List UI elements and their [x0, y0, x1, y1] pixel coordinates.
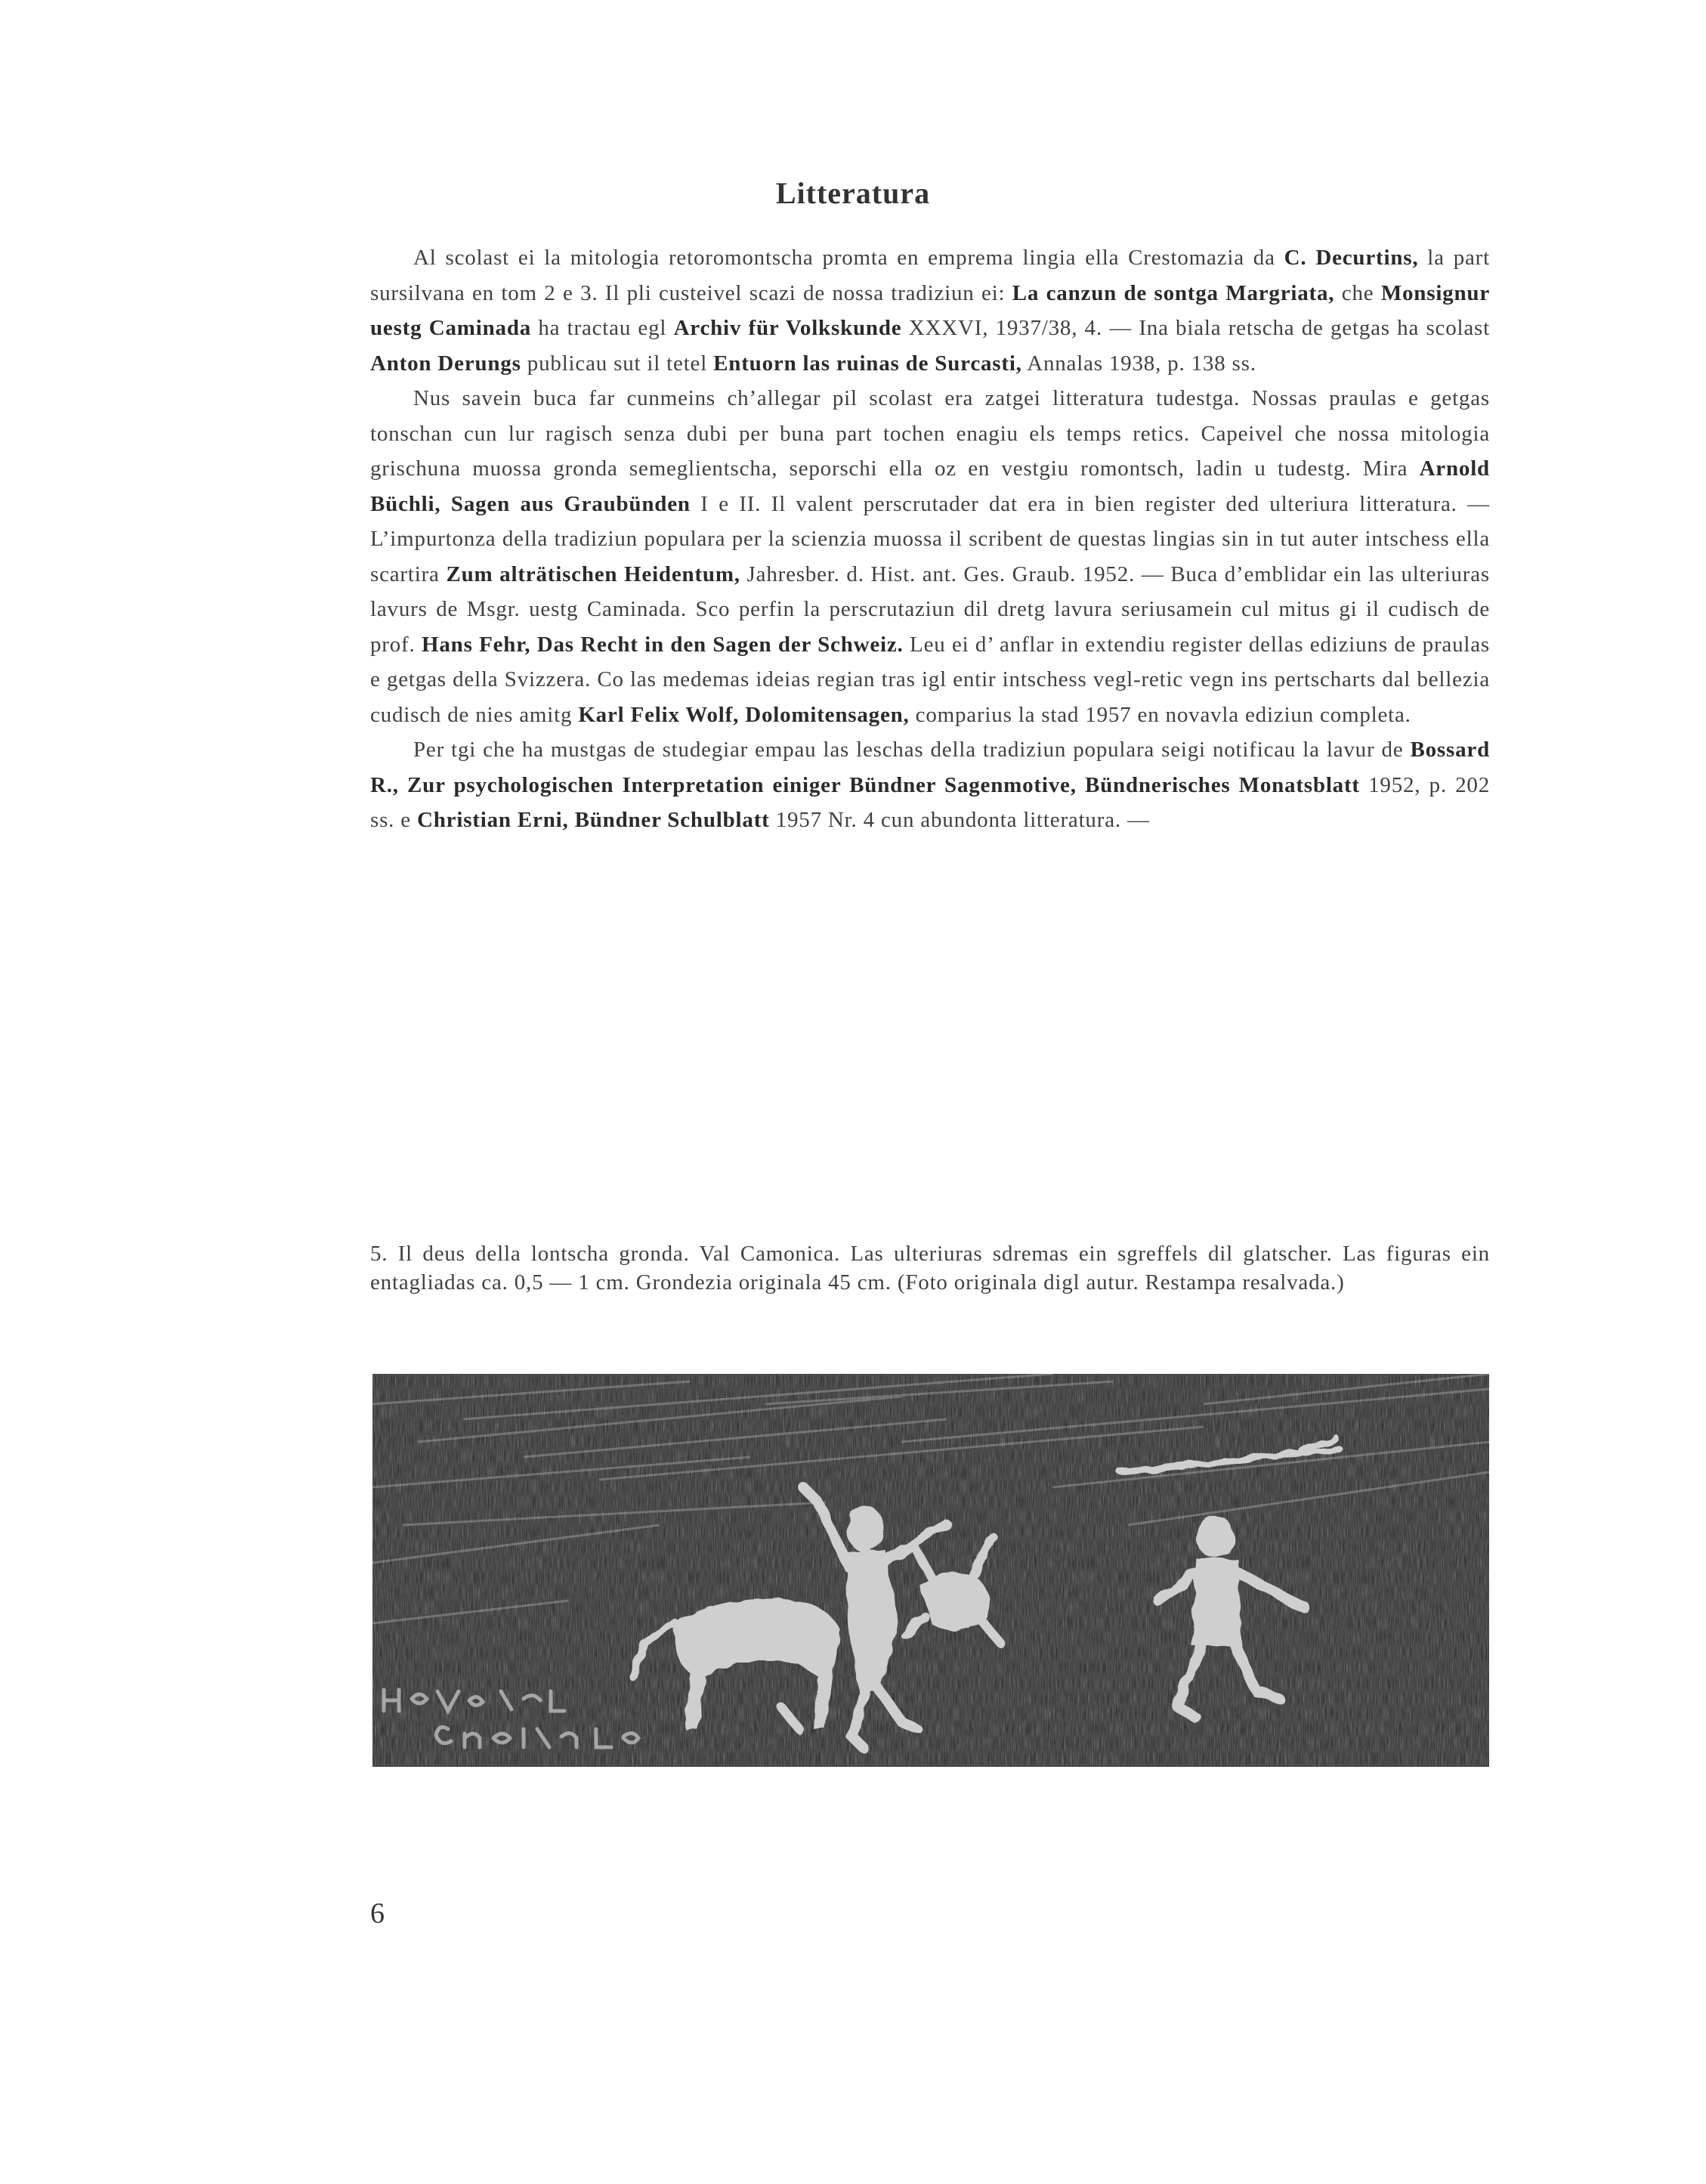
bold-reference: Monsignur uestg Caminada: [370, 280, 1490, 340]
bold-reference: Zum alträtischen Heidentum,: [446, 561, 740, 586]
text-run: 1957 Nr. 4 cun abundonta litteratura. —: [769, 808, 1150, 832]
text-run: publicau sut il tetel: [521, 351, 714, 376]
text-run: Jahresber. d. Hist. ant. Ges. Graub. 1952. — Buca d’emblidar ein las ulteriuras lavurs de Msgr. uestg Caminada. Sco perfin la perscrutaziun dil dretg lavura seriusamein cul mitus gi il cudisch de prof.: [370, 561, 1491, 657]
bold-reference: La canzun de sontga Margriata,: [1012, 280, 1335, 305]
text-run: Al scolast ei la mitologia retoromontscha promta en emprema lingia ella Crestomazia da: [413, 246, 1284, 270]
page-number: 6: [370, 1898, 385, 1929]
bold-reference: Karl Felix Wolf, Dolomitensagen,: [578, 702, 910, 727]
bold-reference: Entuorn las ruinas de Surcasti,: [713, 351, 1022, 376]
figure-caption: 5. Il deus della lontscha gronda. Val Camonica. Las ulteriuras sdremas ein sgreffels dil glatscher. Las figuras ein entagliadas ca. 0,5 — 1 cm. Grondezia originala 45 cm. (Foto originala digl autur. Restampa resalvada.): [370, 1242, 1490, 1295]
bold-reference: C. Decurtins,: [1284, 246, 1419, 270]
text-run: 1952, p. 202 ss. e: [370, 772, 1490, 832]
text-run: I e II. Il valent perscrutader dat era in bien register ded ulteriura litteratura. — L’impurtonza della tradiziun populara per la scienzia muossa il scribent de questas lingias sin in tut auter intschess ella scartira: [370, 491, 1490, 586]
paragraph: [370, 240, 1490, 381]
bold-reference: Anton Derungs: [370, 351, 521, 376]
paragraph: [370, 381, 1490, 732]
rock-carving-image: [372, 1374, 1489, 1767]
text-run: Leu ei d’ anflar in extendiu register dellas ediziuns de praulas e getgas della Svizzera. Co las medemas ideias regian tras igl entir intschess vegl-retic vegn ins pertscharts dal bellezia cudisch de nies amitg: [370, 632, 1490, 727]
page-title: Litteratura: [775, 176, 931, 210]
text-run: ha tractau egl: [531, 316, 674, 340]
bold-reference: Christian Erni, Bündner Schulblatt: [417, 808, 770, 832]
text-run: Annalas 1938, p. 138 ss.: [1021, 351, 1256, 376]
rock-carving-photo: [372, 1374, 1489, 1767]
text-run: XXXVI, 1937/38, 4. — Ina biala retscha de getgas ha scolast: [901, 316, 1490, 340]
bold-reference: Archiv für Volkskunde: [673, 316, 902, 340]
text-run: Nus savein buca far cunmeins ch’allegar pil scolast era zatgei litteratura tudestga. Nossas praulas e getgas tonschan cun lur ragisch senza dubi per buna part tochen enagiu els temps retics. Capeivel che nossa mitologia grischuna muossa gronda semeglientscha, seporschi ella oz en vestgiu romontsch, ladin u tudestg. Mira: [370, 386, 1490, 481]
bold-reference: Bossard R., Zur psychologischen Interpretation einiger Bündner Sagenmotive, Bündnerisches Monatsblatt: [370, 738, 1490, 797]
text-run: Per tgi che ha mustgas de studegiar empau las leschas della tradiziun populara seigi notificau la lavur de: [413, 738, 1411, 762]
text-run: la part sursilvana en tom 2 e 3. Il pli custeivel scazi de nossa tradiziun ei:: [370, 246, 1490, 305]
bold-reference: Hans Fehr, Das Recht in den Sagen der Schweiz.: [422, 632, 904, 657]
body-text: [370, 240, 1490, 838]
paragraph: [370, 732, 1490, 838]
text-run: che: [1334, 280, 1381, 305]
bold-reference: Arnold Büchli, Sagen aus Graubünden: [370, 456, 1490, 516]
text-run: comparius la stad 1957 en novavla ediziun completa.: [909, 702, 1411, 727]
